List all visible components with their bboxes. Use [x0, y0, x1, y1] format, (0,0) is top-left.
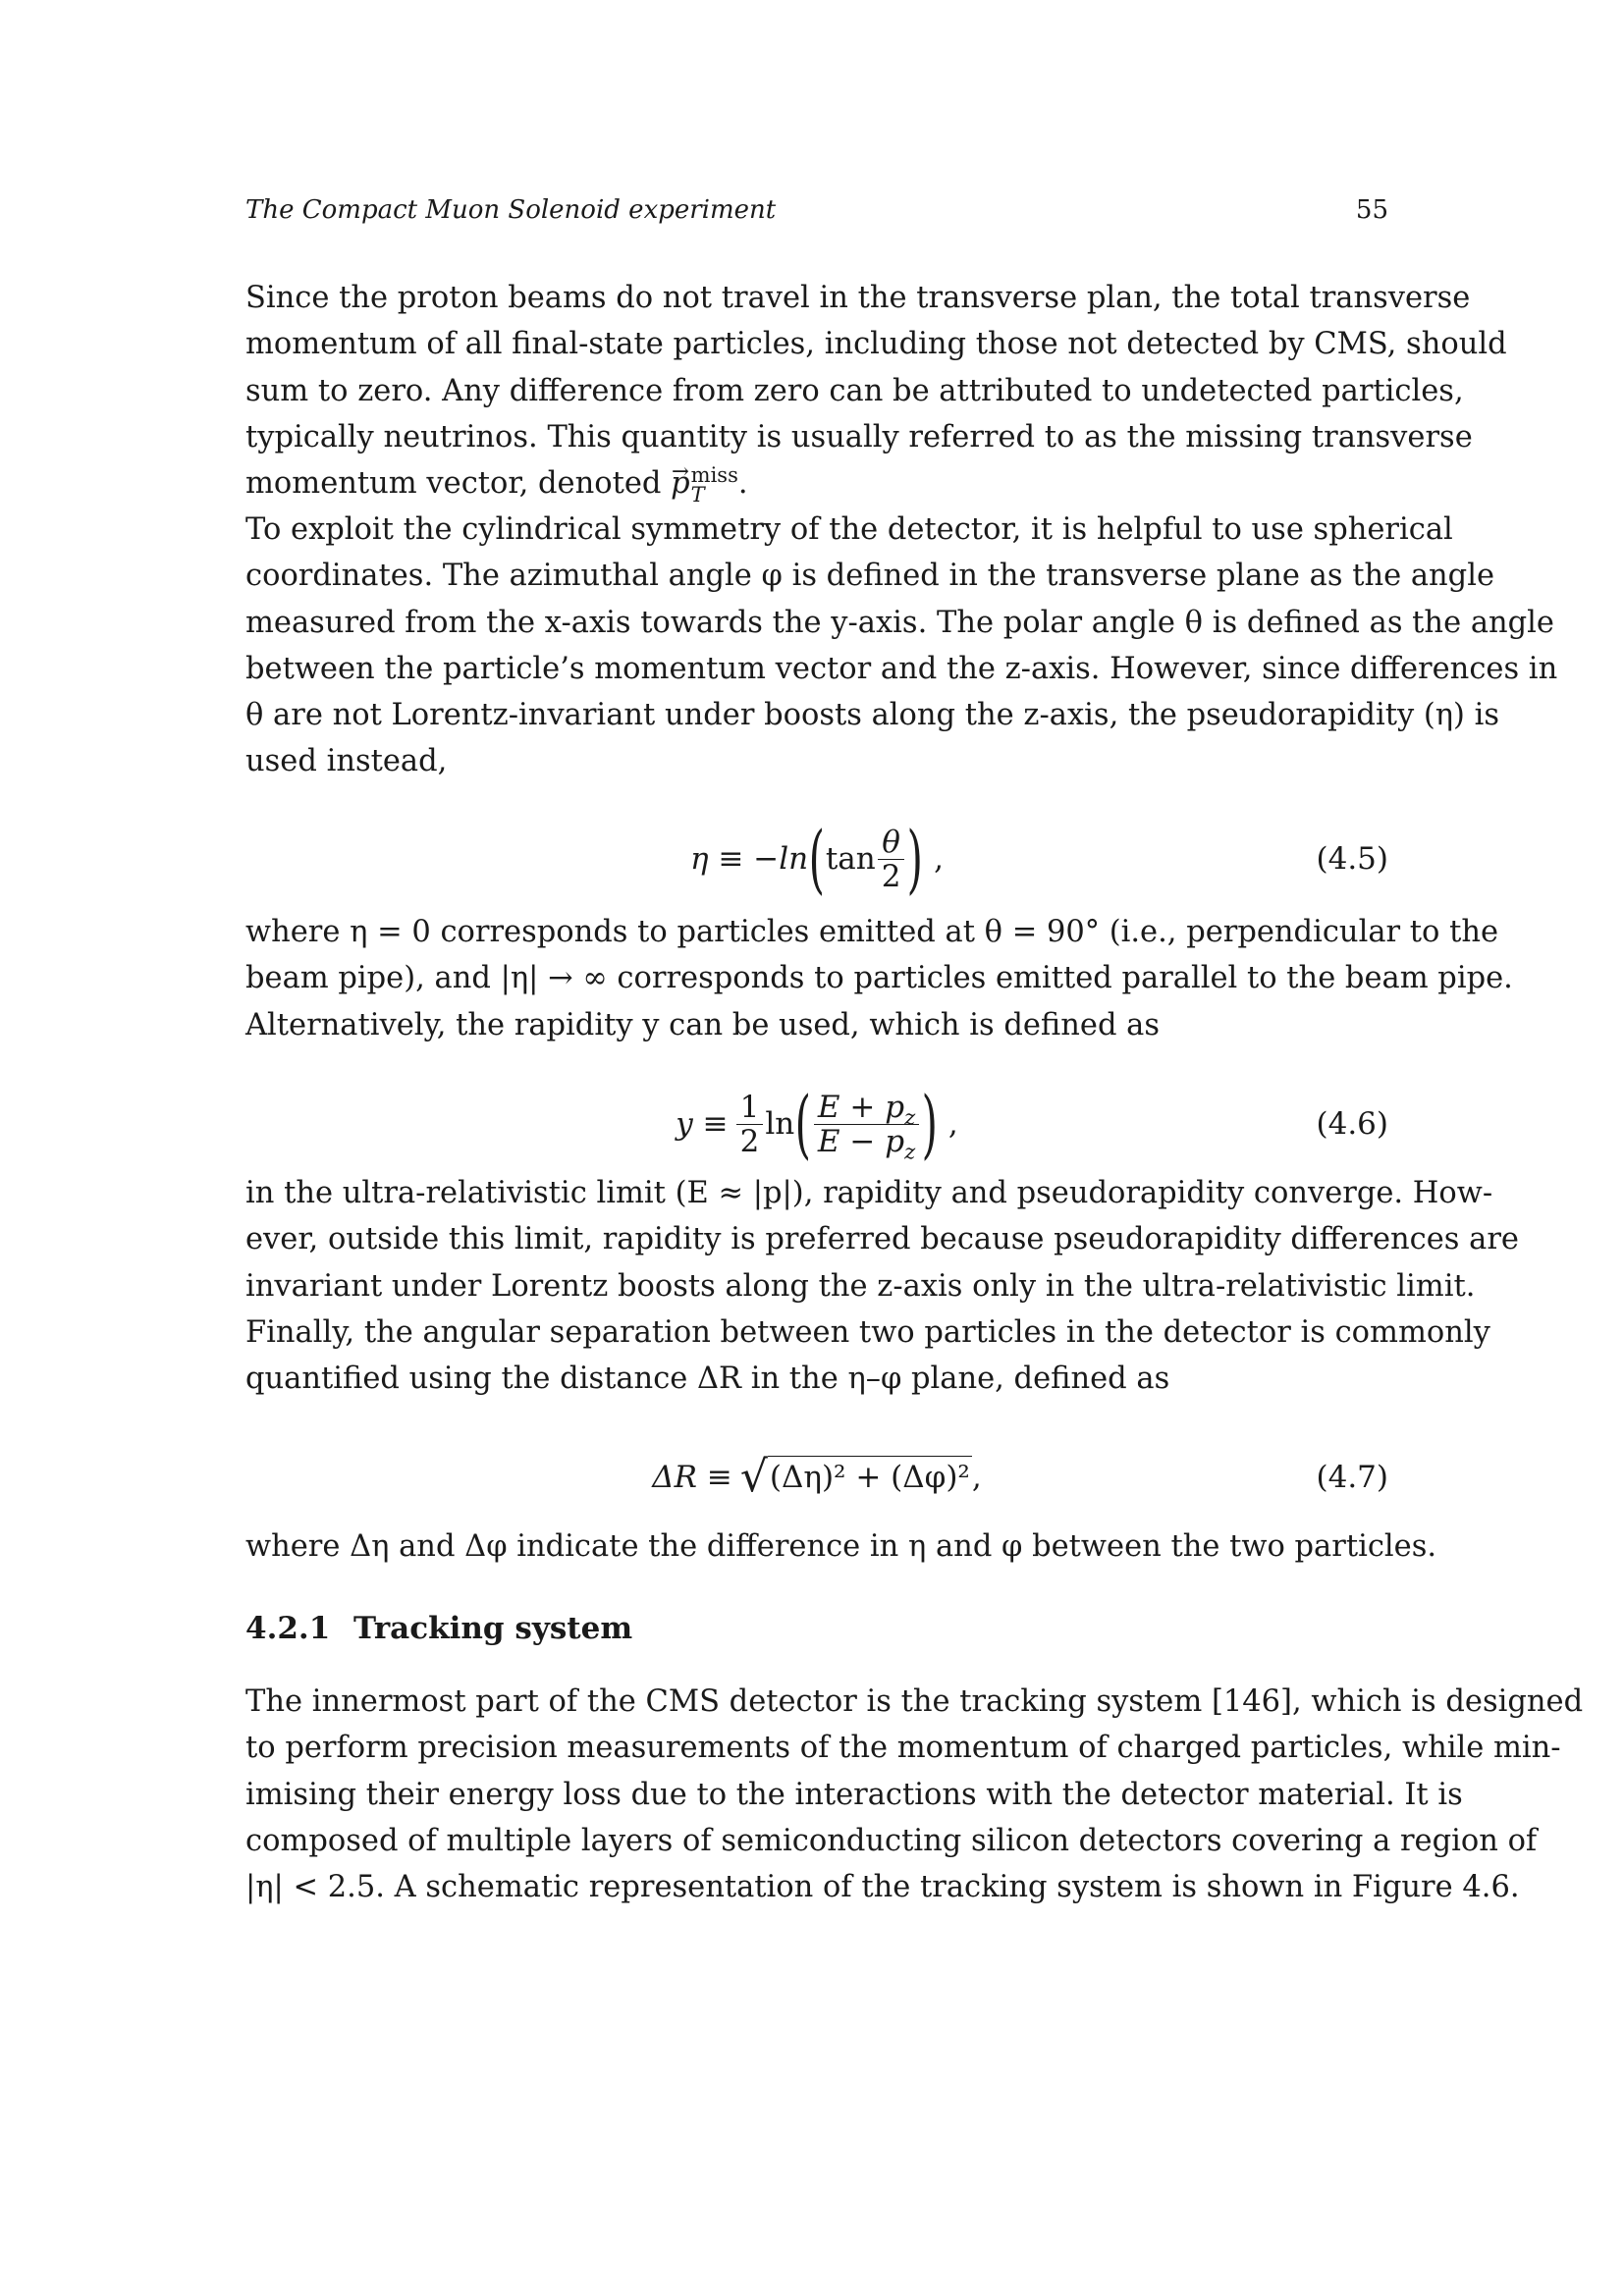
paragraph-missing-momentum	[245, 275, 1507, 507]
equation-lhs: ΔR ≡	[652, 1460, 732, 1495]
radicand: (Δη)² + (Δφ)²	[768, 1456, 972, 1499]
equation-4-5	[245, 815, 1388, 903]
equation-tail: ,	[947, 1106, 958, 1142]
equation-number: (4.5)	[1316, 841, 1388, 877]
paragraph-angular-separation	[245, 1170, 1519, 1402]
text-line: invariant under Lorentz boosts along the z-axis only in the ultra-relativistic limit.	[245, 1268, 1476, 1304]
equation-number: (4.7)	[1316, 1460, 1388, 1495]
equation-body	[245, 1080, 1388, 1168]
text-line: where Δη and Δφ indicate the difference in η and φ between the two particles.	[245, 1529, 1437, 1564]
fraction-numerator: θ	[878, 826, 904, 860]
paragraph-delta-definitions	[245, 1523, 1437, 1570]
denominator-text: E − p	[817, 1123, 905, 1159]
section-heading	[245, 1609, 632, 1648]
numerator-text: E + p	[817, 1089, 905, 1125]
running-header	[245, 192, 1388, 228]
symbol-scripts	[691, 465, 738, 505]
text-line: θ are not Lorentz-invariant under boosts along the z-axis, the pseudorapidity (η) is	[245, 698, 1500, 733]
text-line: Finally, the angular separation between two particles in the detector is commonly	[245, 1314, 1490, 1350]
text-line: quantified using the distance ΔR in the η–φ plane, defined as	[245, 1362, 1170, 1397]
equation-tail: ,	[971, 1460, 982, 1495]
symbol-sub: T	[690, 483, 705, 507]
text-line: momentum of all final-state particles, including those not detected by CMS, should	[245, 327, 1507, 362]
fraction-numerator	[814, 1089, 919, 1129]
text-line: |η| < 2.5. A schematic representation of the tracking system is shown in Figure 4.6.	[245, 1870, 1520, 1905]
text-line: To exploit the cylindrical symmetry of the detector, it is helpful to use spherical	[245, 512, 1453, 547]
equation-body	[245, 1433, 1388, 1522]
fraction-denominator: 2	[739, 1123, 760, 1159]
symbol-sup: miss	[690, 463, 738, 488]
symbol-base: p	[671, 466, 690, 502]
equation-tail: ,	[934, 841, 944, 877]
ln-function: ln	[765, 1106, 795, 1142]
text-segment: .	[737, 466, 748, 502]
fraction-denominator	[814, 1123, 919, 1163]
paragraph-rapidity	[245, 909, 1513, 1048]
half-fraction	[736, 1091, 764, 1158]
paren-left: (	[794, 1080, 812, 1167]
text-line: The innermost part of the CMS detector is the tracking system [146], which is designed	[245, 1684, 1584, 1719]
fraction-numerator: 1	[736, 1091, 764, 1125]
section-number: 4.2.1	[245, 1611, 331, 1646]
text-line: beam pipe), and |η| → ∞ corresponds to particles emitted parallel to the beam pipe.	[245, 961, 1513, 996]
paren-right: )	[907, 815, 924, 902]
text-line: ever, outside this limit, rapidity is preferred because pseudorapidity differences are	[245, 1222, 1519, 1257]
paren-right: )	[921, 1080, 939, 1167]
text-line: sum to zero. Any difference from zero can be attributed to undetected particles,	[245, 373, 1464, 408]
text-line: Since the proton beams do not travel in the transverse plan, the total transverse	[245, 281, 1471, 315]
numerator-sub: z	[904, 1103, 916, 1129]
equation-number: (4.6)	[1316, 1106, 1388, 1142]
fraction-denominator: 2	[881, 858, 901, 894]
text-line	[245, 460, 1388, 507]
text-line: to perform precision measurements of the momentum of charged particles, while min-	[245, 1731, 1561, 1766]
radical-sign: √	[739, 1452, 768, 1502]
text-line: coordinates. The azimuthal angle φ is defined in the transverse plane as the angle	[245, 559, 1495, 594]
equation-lhs: y ≡	[676, 1106, 729, 1142]
fraction	[814, 1089, 919, 1163]
paragraph-tracking-system	[245, 1679, 1584, 1910]
text-line: in the ultra-relativistic limit (E ≈ |p|), rapidity and pseudorapidity converge. How-	[245, 1176, 1493, 1210]
fraction	[878, 826, 905, 893]
text-line: between the particle’s momentum vector and the z-axis. However, since differences in	[245, 651, 1558, 686]
paren-left: (	[808, 815, 826, 902]
equation-4-7	[245, 1433, 1388, 1522]
text-line: where η = 0 corresponds to particles emitted at θ = 90° (i.e., perpendicular to the	[245, 915, 1499, 949]
text-segment: momentum vector, denoted	[245, 466, 662, 502]
page-number: 55	[1355, 195, 1388, 225]
section-title: Tracking system	[353, 1611, 633, 1646]
text-line: Alternatively, the rapidity y can be used, which is defined as	[245, 1007, 1161, 1042]
text-line: measured from the x-axis towards the y-axis. The polar angle θ is defined as the angle	[245, 605, 1554, 640]
text-line: used instead,	[245, 744, 448, 779]
text-line: typically neutrinos. This quantity is usually referred to as the missing transverse	[245, 419, 1473, 454]
text-line: imising their energy loss due to the interactions with the detector material. It is	[245, 1777, 1463, 1812]
missing-pt-symbol	[671, 460, 690, 507]
tan-function: tan	[825, 841, 876, 877]
header-title: The Compact Muon Solenoid experiment	[245, 195, 777, 225]
denominator-sub: z	[904, 1138, 916, 1163]
text-line: composed of multiple layers of semiconducting silicon detectors covering a region of	[245, 1823, 1538, 1858]
equation-4-6	[245, 1080, 1388, 1168]
equation-body	[245, 815, 1388, 903]
paragraph-coordinates	[245, 507, 1558, 785]
equation-lhs: η ≡ −ln	[690, 841, 809, 877]
square-root	[739, 1452, 972, 1502]
